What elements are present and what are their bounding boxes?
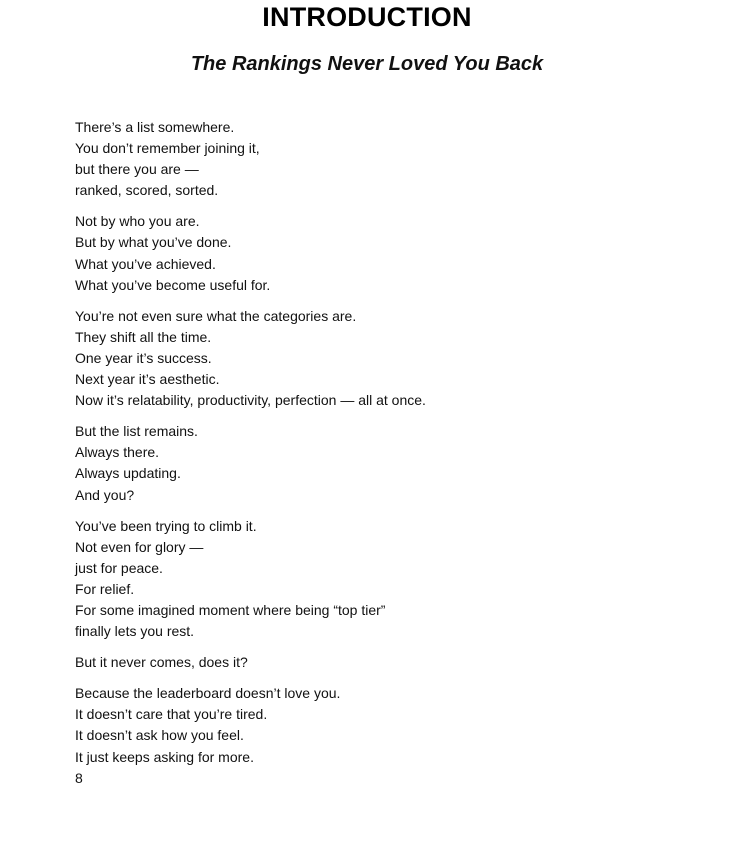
text-line: Not by who you are. <box>75 213 200 230</box>
text-line: Always updating. <box>75 465 181 482</box>
text-line: For relief. <box>75 580 135 597</box>
text-line: You don’t remember joining it, <box>75 140 260 157</box>
stanza <box>75 683 695 767</box>
text-line: They shift all the time. <box>75 328 212 345</box>
text-line: There’s a list somewhere. <box>75 119 235 135</box>
stanza <box>75 306 695 411</box>
text-line: It just keeps asking for more. <box>75 748 254 765</box>
text-line: Now it’s relatability, productivity, perfection — all at once. <box>75 392 426 409</box>
stanza <box>75 652 695 673</box>
text-line: But the list remains. <box>75 423 198 440</box>
text-line: finally lets you rest. <box>75 623 195 640</box>
text-line: Because the leaderboard doesn’t love you. <box>75 685 341 702</box>
page-number: 8 <box>75 769 83 786</box>
text-line: And you? <box>75 486 135 503</box>
body-text <box>75 117 695 789</box>
text-line: One year it’s success. <box>75 349 212 366</box>
text-line: For some imagined moment where being “top tier” <box>75 601 386 618</box>
text-line: You’re not even sure what the categories are. <box>75 307 357 324</box>
text-line: What you’ve achieved. <box>75 255 216 272</box>
text-line: ranked, scored, sorted. <box>75 182 219 199</box>
page-title: INTRODUCTION <box>262 2 472 32</box>
text-line: You’ve been trying to climb it. <box>75 517 257 534</box>
text-line: just for peace. <box>75 559 163 576</box>
text-line: What you’ve become useful for. <box>75 276 271 293</box>
stanza <box>75 211 695 295</box>
page-subtitle: The Rankings Never Loved You Back <box>190 53 544 75</box>
text-line: Not even for glory — <box>75 538 204 555</box>
text-line: But by what you’ve done. <box>75 234 232 251</box>
text-line: Always there. <box>75 444 160 461</box>
text-line: It doesn’t care that you’re tired. <box>75 706 268 723</box>
stanza <box>75 516 695 643</box>
text-line: Next year it’s aesthetic. <box>75 371 220 388</box>
stanza <box>75 117 695 201</box>
stanza <box>75 421 695 505</box>
text-line: But it never comes, does it? <box>75 654 248 671</box>
text-line: but there you are — <box>75 161 199 178</box>
text-line: It doesn’t ask how you feel. <box>75 727 244 744</box>
